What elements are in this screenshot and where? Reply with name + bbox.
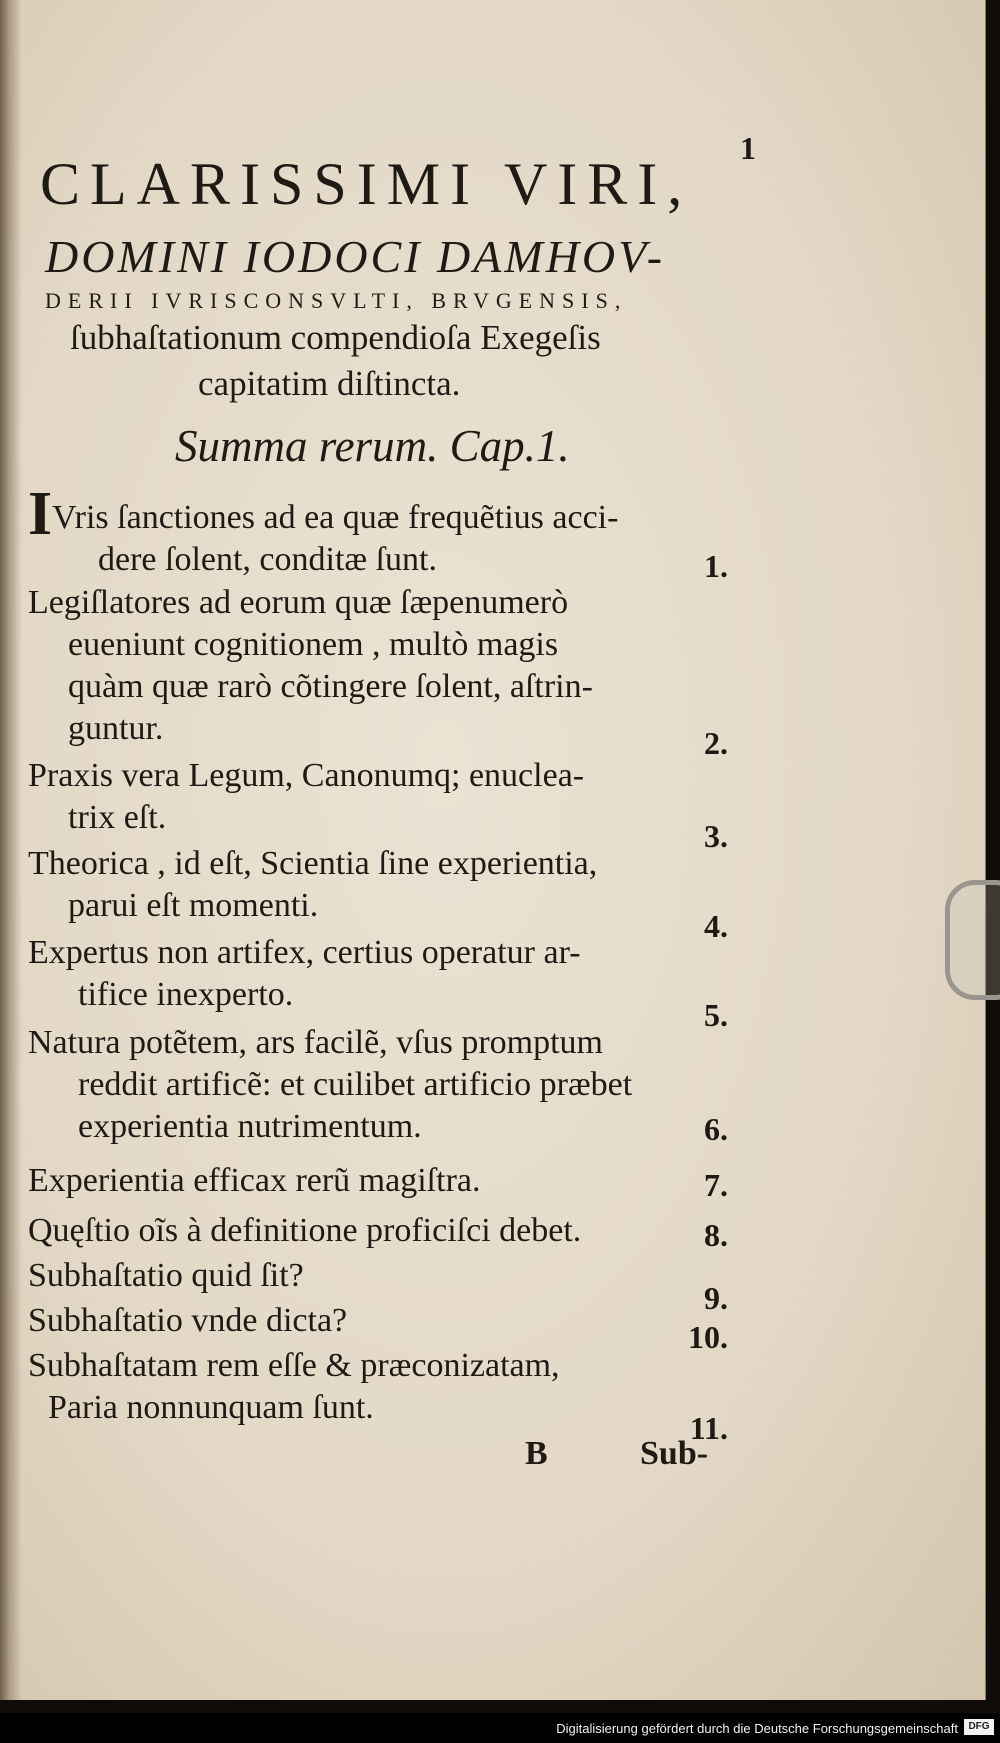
summary-entry-9 bbox=[28, 1255, 728, 1316]
signature-mark: B bbox=[525, 1435, 548, 1472]
entry-number: 9. bbox=[704, 1280, 728, 1316]
entry-number: 1. bbox=[704, 548, 728, 584]
book-clasp bbox=[945, 880, 1000, 1000]
footer-credit: Digitalisierung gefördert durch die Deutsche Forschungsgemeinschaft bbox=[556, 1721, 958, 1736]
entry-5-line-1: Expertus non artifex, certius operatur ar- bbox=[28, 934, 581, 971]
summary-entry-2 bbox=[28, 582, 728, 761]
catchword: Sub- bbox=[640, 1435, 709, 1472]
entry-10-line-1: Subhaſtatio vnde dicta? bbox=[28, 1302, 348, 1339]
entry-9-line-1: Subhaſtatio quid ſit? bbox=[28, 1257, 304, 1294]
entry-6-line-2: reddit artificẽ: et cuilibet artificio præbet bbox=[78, 1066, 633, 1103]
summary-entry-3 bbox=[28, 755, 728, 854]
entry-number: 3. bbox=[704, 818, 728, 854]
entry-number: 5. bbox=[704, 997, 728, 1033]
entry-1-line-1: IVris ſanctiones ad ea quæ frequẽtius acci- bbox=[28, 480, 619, 548]
entry-6-line-1: Natura potẽtem, ars facilẽ, vſus promptum bbox=[28, 1024, 603, 1061]
summary-entry-6 bbox=[28, 1022, 728, 1148]
entry-number: 4. bbox=[704, 908, 728, 944]
title-line-5: capitatim diſtincta. bbox=[198, 364, 461, 403]
section-heading: Summa rerum. Cap.1. bbox=[175, 421, 570, 471]
entry-4-line-1: Theorica , id eſt, Scientia ſine experientia, bbox=[28, 845, 598, 882]
summary-entry-5 bbox=[28, 932, 728, 1033]
summary-entry-10 bbox=[28, 1300, 728, 1355]
title-line-2: DOMINI IODOCI DAMHOV- bbox=[45, 231, 666, 282]
drop-cap: I bbox=[28, 480, 53, 548]
entry-11-line-2: Paria nonnunquam ſunt. bbox=[48, 1389, 374, 1426]
page-gutter bbox=[0, 0, 22, 1700]
entry-6-line-3: experientia nutrimentum. bbox=[78, 1108, 422, 1145]
entry-number: 2. bbox=[704, 725, 728, 761]
entry-number: 11. bbox=[689, 1410, 728, 1446]
entry-2-line-2: eueniunt cognitionem , multò magis bbox=[68, 626, 559, 663]
entry-4-line-2: parui eſt momenti. bbox=[68, 887, 319, 924]
summary-entry-8 bbox=[28, 1210, 728, 1252]
title-line-3: DERII IVRISCONSVLTI, BRVGENSIS, bbox=[45, 288, 628, 313]
entry-3-line-1: Praxis vera Legum, Canonumq; enuclea- bbox=[28, 757, 585, 794]
title-line-4: ſubhaſtationum compendioſa Exegeſis bbox=[70, 318, 601, 357]
entry-number: 8. bbox=[704, 1217, 728, 1253]
dfg-logo: DFG bbox=[964, 1719, 994, 1735]
summary-entry-11 bbox=[28, 1345, 728, 1446]
entry-2-line-4: guntur. bbox=[68, 710, 164, 747]
summary-entry-4 bbox=[28, 843, 728, 944]
entry-number: 7. bbox=[704, 1167, 728, 1203]
entry-2-line-1: Legiſlatores ad eorum quæ ſæpenumerò bbox=[28, 584, 569, 621]
title-line-1: CLARISSIMI VIRI, bbox=[40, 151, 693, 217]
summary-entry-7 bbox=[28, 1160, 728, 1202]
entry-8-line-1: Quęſtio oĩs à definitione proficiſci debet. bbox=[28, 1212, 582, 1249]
entry-11-line-1: Subhaſtatam rem eſſe & præconizatam, bbox=[28, 1347, 560, 1384]
entry-number: 10. bbox=[688, 1319, 728, 1355]
entry-number: 6. bbox=[704, 1111, 728, 1147]
entry-1-line-2: dere ſolent, conditæ ſunt. bbox=[98, 541, 437, 578]
summary-entry-1 bbox=[28, 480, 728, 584]
entry-2-line-3: quàm quæ rarò cõtingere ſolent, aſtrin- bbox=[68, 668, 593, 705]
footer-bar bbox=[0, 1713, 1000, 1743]
folio-number: 1 bbox=[740, 130, 756, 166]
entry-5-line-2: tifice inexperto. bbox=[78, 976, 294, 1013]
entry-3-line-2: trix eſt. bbox=[68, 799, 167, 836]
entry-7-line-1: Experientia efficax rerũ magiſtra. bbox=[28, 1162, 481, 1199]
